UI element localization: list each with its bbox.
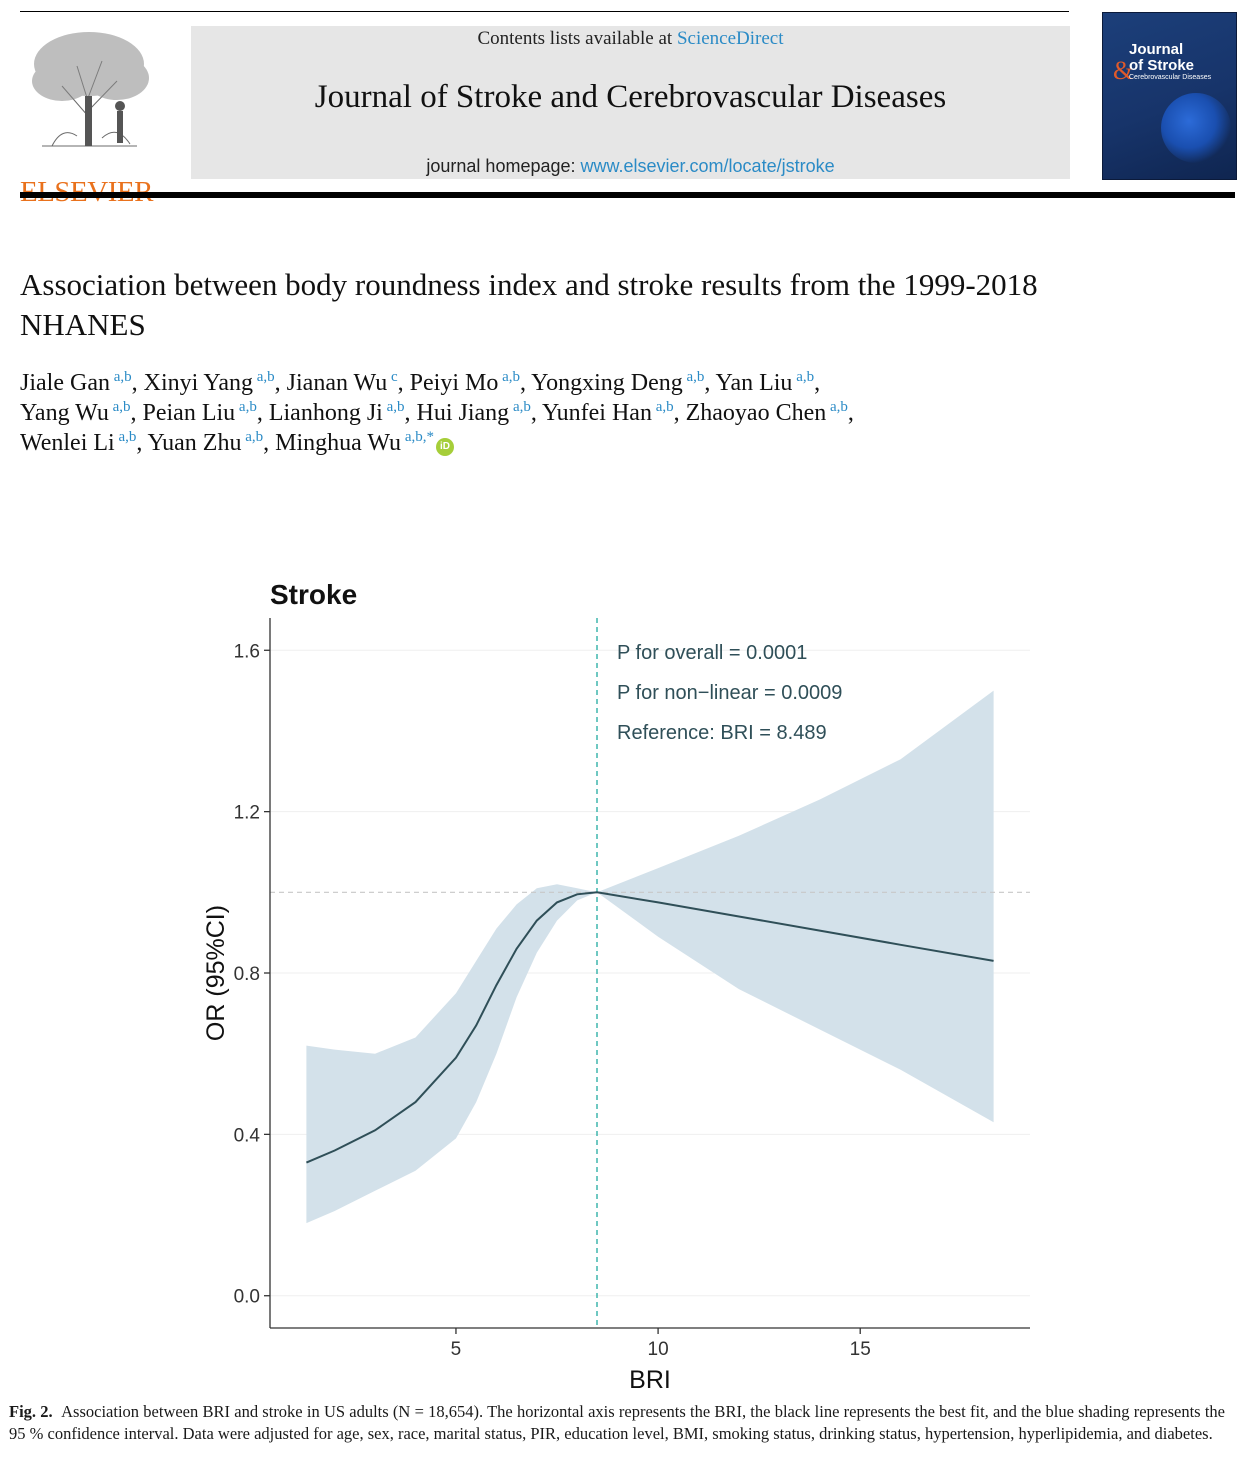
y-tick-label: 0.0 [233, 1286, 260, 1308]
chart-annotation: P for overall = 0.0001 [617, 642, 808, 664]
figure-caption [9, 1401, 1225, 1445]
author-name: Peian Liu [142, 400, 236, 426]
top-rule [20, 11, 1069, 12]
chart-annotation: P for non−linear = 0.0009 [617, 682, 843, 704]
chart-title: Stroke [270, 579, 358, 610]
x-tick-label: 10 [647, 1339, 669, 1360]
author-name: Xinyi Yang [143, 370, 253, 396]
author-name: Yan Liu [715, 370, 793, 396]
caption-text: Association between BRI and stroke in US adults (N = 18,654). The horizontal axis represents the BRI, the black line represents the best fit, and the blue shading represents the 95 % confidence interval. Data were adjusted for age, sex, race, marital status, PIR, education level, BMI, smoking status, drinking status, hypertension, hyperlipidemia, and diabetes. [9, 1402, 1225, 1443]
x-axis-label: BRI [629, 1366, 671, 1390]
contents-prefix: Contents lists available at [477, 28, 677, 49]
sciencedirect-link[interactable]: ScienceDirect [676, 28, 784, 49]
orcid-icon[interactable]: iD [436, 438, 454, 456]
author-affiliation[interactable]: a,b [651, 399, 674, 415]
y-axis-label: OR (95%CI) [202, 904, 230, 1042]
author-affiliation[interactable]: a,b [109, 369, 132, 385]
author-name: Zhaoyao Chen [685, 400, 827, 426]
elsevier-logo [20, 24, 160, 184]
author-affiliation[interactable]: a,b [792, 369, 815, 385]
author-name: Yunfei Han [541, 400, 652, 426]
author-name: Minghua Wu [275, 430, 402, 456]
author-list: Jiale Gan $^{a,b}$, Xinyi Yang $^{a,b}$, Jianan Wu $^c$, Peiyi Mo $^{a,b}$, Yongxing Deng $^{a,b}$, Yan Liu $^{a,b}$, Yang Wu $^{a,b}$, Peian Liu $^{a,b}$, Lianhong Ji $^{a,b}$, Hui Jiang $^{a,b}$, Yunfei Han $^{a,b}$, Zhaoyao Chen $^{a,b}$, Wenlei Li $^{a,b}$, Yuan Zhu $^{a,b}$, Minghua Wu $^{a,b,*}$iD [20, 369, 854, 456]
author-name: Peiyi Mo [409, 370, 499, 396]
author-affiliation[interactable]: a,b [235, 399, 257, 415]
journal-masthead [191, 26, 1070, 179]
cover-title-line3: Cerebrovascular Diseases [1129, 74, 1212, 81]
author-affiliation[interactable]: a,b [382, 399, 405, 415]
author-affiliation[interactable]: a,b [498, 369, 521, 385]
y-tick-label: 0.4 [233, 1125, 260, 1147]
header-rule [20, 192, 1235, 198]
homepage-line [191, 156, 1070, 177]
author-affiliation[interactable]: a,b [509, 399, 531, 415]
author-name: Yang Wu [20, 400, 109, 426]
author-affiliation[interactable]: a,b [682, 369, 705, 385]
author-name: Jiale Gan [20, 370, 110, 396]
cover-title-line2: of Stroke [1129, 57, 1195, 74]
author-affiliation[interactable]: a,b [253, 369, 275, 385]
author-affiliation[interactable]: c [387, 369, 398, 385]
homepage-prefix: journal homepage: [426, 156, 581, 176]
cover-globe-icon [1161, 93, 1231, 163]
confidence-interval-band [306, 691, 993, 1224]
stroke-or-chart [0, 570, 1257, 1390]
author-name: Hui Jiang [416, 400, 510, 426]
author-affiliation[interactable]: a,b [108, 399, 131, 415]
journal-homepage-link[interactable]: www.elsevier.com/locate/jstroke [580, 156, 835, 176]
cover-title-line1: Journal [1129, 41, 1184, 58]
cover-ampersand: & [1113, 56, 1134, 85]
author-affiliation[interactable]: a,b [114, 429, 137, 445]
chart-annotation: Reference: BRI = 8.489 [617, 722, 827, 744]
author-affiliation[interactable]: a,b,* [401, 429, 434, 445]
elsevier-tree-icon [22, 26, 156, 154]
article-title: Association between body roundness index and stroke results from the 1999-2018 NHANES [20, 267, 1038, 342]
author-affiliation[interactable]: a,b [826, 399, 848, 415]
caption-label: Fig. 2. [9, 1402, 53, 1421]
y-tick-label: 1.2 [233, 802, 260, 824]
y-tick-label: 1.6 [233, 641, 260, 663]
y-tick-label: 0.8 [233, 964, 260, 985]
journal-cover-thumbnail [1102, 12, 1237, 180]
author-name: Lianhong Ji [268, 400, 383, 426]
author-affiliation[interactable]: a,b [241, 429, 264, 445]
contents-line [191, 28, 1070, 50]
journal-title: Journal of Stroke and Cerebrovascular Diseases [314, 79, 947, 115]
author-name: Jianan Wu [286, 370, 388, 396]
figure-2 [0, 570, 1257, 1390]
author-name: Yuan Zhu [147, 430, 242, 456]
author-name: Yongxing Deng [531, 370, 683, 396]
author-name: Wenlei Li [20, 430, 115, 456]
x-tick-label: 5 [450, 1339, 462, 1360]
annotations [617, 642, 842, 744]
x-tick-label: 15 [849, 1339, 871, 1360]
